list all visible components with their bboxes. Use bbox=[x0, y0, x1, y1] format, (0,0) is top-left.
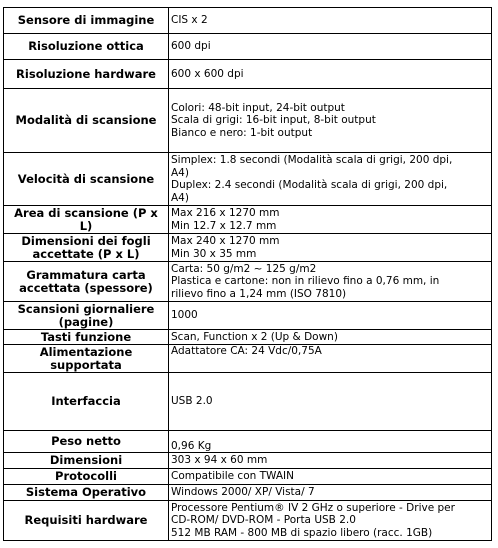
table-row bbox=[4, 234, 492, 262]
spec-value-line: Processore Pentium® IV 2 GHz o superiore - Drive per bbox=[171, 501, 455, 514]
table-row bbox=[4, 206, 492, 234]
spec-value-line: Bianco e nero: 1-bit output bbox=[171, 126, 313, 139]
spec-label: Grammatura carta accettata (spessore) bbox=[4, 262, 169, 302]
spec-value bbox=[169, 262, 492, 302]
spec-value bbox=[169, 34, 492, 60]
spec-value-line: Min 30 x 35 mm bbox=[171, 247, 257, 260]
spec-label: Dimensioni dei fogli accettate (P x L) bbox=[4, 234, 169, 262]
spec-value-line: 303 x 94 x 60 mm bbox=[171, 454, 268, 467]
spec-value-line: A4) bbox=[171, 191, 189, 204]
table-row bbox=[4, 330, 492, 345]
table-row bbox=[4, 373, 492, 431]
spec-label: Peso netto bbox=[4, 431, 169, 453]
table-row bbox=[4, 8, 492, 34]
spec-value-line: Adattatore CA: 24 Vdc/0,75A bbox=[171, 345, 322, 357]
spec-value bbox=[169, 153, 492, 206]
spec-value-line: Max 240 x 1270 mm bbox=[171, 235, 280, 247]
spec-value-line: Simplex: 1.8 secondi (Modalità scala di grigi, 200 dpi, bbox=[171, 154, 453, 166]
spec-value bbox=[169, 8, 492, 34]
table-row bbox=[4, 431, 492, 453]
table-row bbox=[4, 153, 492, 206]
spec-label: Protocolli bbox=[4, 469, 169, 485]
spec-label: Velocità di scansione bbox=[4, 153, 169, 206]
spec-value bbox=[169, 206, 492, 234]
spec-value-line: 600 dpi bbox=[171, 40, 211, 53]
spec-value bbox=[169, 453, 492, 469]
table-row bbox=[4, 453, 492, 469]
spec-value-line: Scan, Function x 2 (Up & Down) bbox=[171, 330, 338, 343]
spec-label: Area di scansione (P x L) bbox=[4, 206, 169, 234]
spec-value-line: A4) bbox=[171, 166, 189, 179]
spec-value bbox=[169, 302, 492, 330]
spec-label: Risoluzione ottica bbox=[4, 34, 169, 60]
table-row bbox=[4, 345, 492, 373]
spec-label: Dimensioni bbox=[4, 453, 169, 469]
specifications-table bbox=[3, 7, 492, 541]
table-row bbox=[4, 302, 492, 330]
spec-value-line: Max 216 x 1270 mm bbox=[171, 207, 280, 219]
spec-label: Sistema Operativo bbox=[4, 485, 169, 501]
spec-value bbox=[169, 89, 492, 153]
spec-value bbox=[169, 485, 492, 501]
spec-label: Modalità di scansione bbox=[4, 89, 169, 153]
table-row bbox=[4, 262, 492, 302]
spec-value-line: Duplex: 2.4 secondi (Modalità scala di grigi, 200 dpi, bbox=[171, 179, 448, 191]
spec-value-line: Carta: 50 g/m2 ~ 125 g/m2 bbox=[171, 262, 317, 275]
spec-value bbox=[169, 60, 492, 89]
spec-value-line: Colori: 48-bit input, 24-bit output bbox=[171, 101, 345, 114]
table-row bbox=[4, 485, 492, 501]
spec-value bbox=[169, 330, 492, 345]
spec-value-line: Windows 2000/ XP/ Vista/ 7 bbox=[171, 486, 315, 499]
spec-label: Tasti funzione bbox=[4, 330, 169, 345]
spec-value-line: Scala di grigi: 16-bit input, 8-bit output bbox=[171, 114, 376, 127]
table-row bbox=[4, 469, 492, 485]
table-row bbox=[4, 501, 492, 541]
spec-value-line: CIS x 2 bbox=[171, 14, 208, 27]
spec-label: Requisiti hardware bbox=[4, 501, 169, 541]
spec-label: Interfaccia bbox=[4, 373, 169, 431]
table-row bbox=[4, 89, 492, 153]
spec-value-line: CD-ROM/ DVD-ROM - Porta USB 2.0 bbox=[171, 514, 356, 527]
spec-value-line: USB 2.0 bbox=[171, 395, 213, 408]
spec-label: Alimentazione supportata bbox=[4, 345, 169, 373]
spec-value-line: Plastica e cartone: non in rilievo fino a 0,76 mm, in bbox=[171, 275, 440, 288]
spec-value-line: 0,96 Kg bbox=[171, 439, 212, 452]
spec-value-line: Compatibile con TWAIN bbox=[171, 470, 294, 483]
table-row bbox=[4, 34, 492, 60]
spec-value bbox=[169, 501, 492, 541]
spec-value-line: rilievo fino a 1,24 mm (ISO 7810) bbox=[171, 287, 347, 300]
spec-value bbox=[169, 373, 492, 431]
spec-value bbox=[169, 431, 492, 453]
spec-label: Scansioni giornaliere (pagine) bbox=[4, 302, 169, 330]
spec-value bbox=[169, 234, 492, 262]
spec-label: Risoluzione hardware bbox=[4, 60, 169, 89]
spec-value bbox=[169, 469, 492, 485]
spec-value bbox=[169, 345, 492, 373]
spec-label: Sensore di immagine bbox=[4, 8, 169, 34]
table-row bbox=[4, 60, 492, 89]
spec-value-line: 512 MB RAM - 800 MB di spazio libero (racc. 1GB) bbox=[171, 526, 433, 539]
spec-value-line: 600 x 600 dpi bbox=[171, 67, 244, 80]
spec-value-line: Min 12.7 x 12.7 mm bbox=[171, 219, 277, 232]
spec-value-line: 1000 bbox=[171, 309, 198, 322]
